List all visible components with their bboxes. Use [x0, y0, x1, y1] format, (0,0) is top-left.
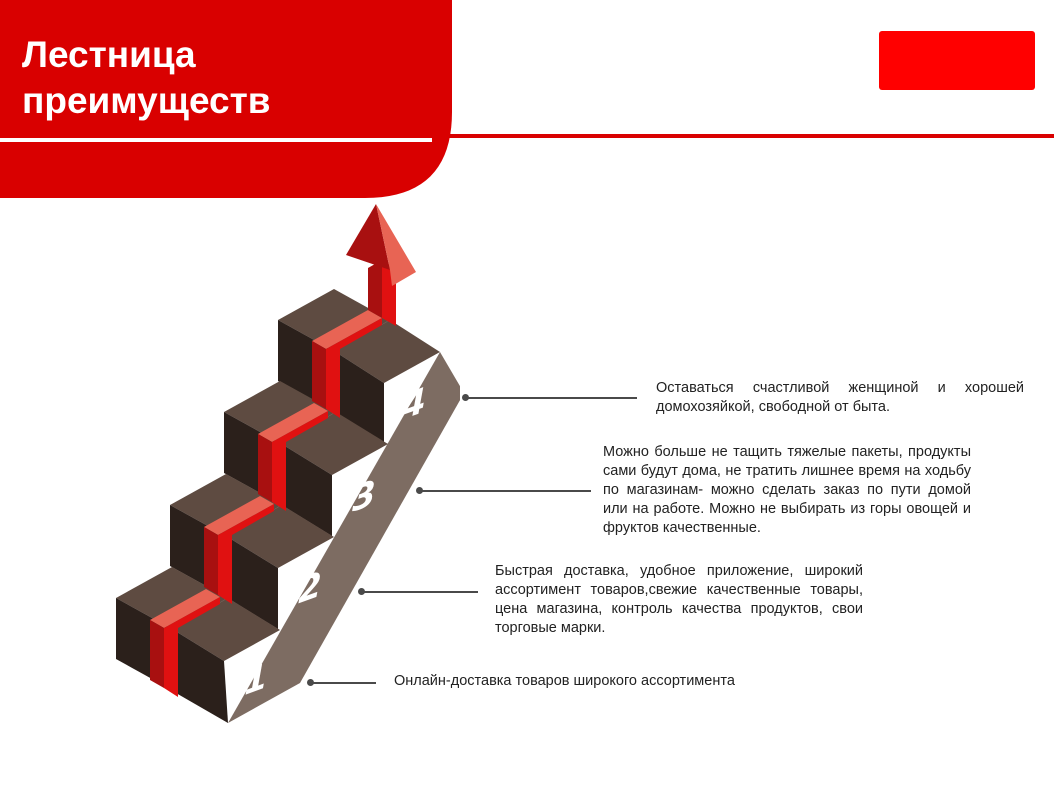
- step-1-description: Онлайн-доставка товаров широкого ассортимента: [394, 673, 735, 689]
- stairs-illustration: [100, 195, 460, 735]
- connector-line-4: [466, 397, 637, 399]
- step-number-4: 4: [402, 380, 426, 429]
- connector-line-1: [311, 682, 376, 684]
- step-number-2: 2: [298, 563, 322, 613]
- step-2-description: Быстрая доставка, удобное приложение, широкий ассортимент товаров,свежие качественные товары, цена магазина, контроль качества продуктов, свои торговые марки.: [495, 563, 863, 636]
- step-number-1: 1: [244, 655, 268, 704]
- page-title: [22, 32, 271, 124]
- step-3-description: Можно больше не тащить тяжелые пакеты, продукты сами будут дома, не тратить лишнее время на ходьбу по магазинам- можно сделать заказ по пути домой или на работе. Можно не выбирать из горы овощей и фруктов качественные.: [603, 444, 971, 536]
- title-line-1: Лестница: [22, 34, 196, 75]
- header-divider-gap: [0, 138, 432, 142]
- step-4-description: Оставаться счастливой женщиной и хорошей домохозяйкой, свободной от быта.: [656, 380, 1024, 415]
- step-number-3: 3: [352, 472, 376, 521]
- title-line-2: преимуществ: [22, 80, 271, 121]
- connector-line-2: [362, 591, 478, 593]
- connector-line-3: [420, 490, 591, 492]
- logo-placeholder: [879, 31, 1035, 90]
- header-divider-line: [0, 134, 1054, 138]
